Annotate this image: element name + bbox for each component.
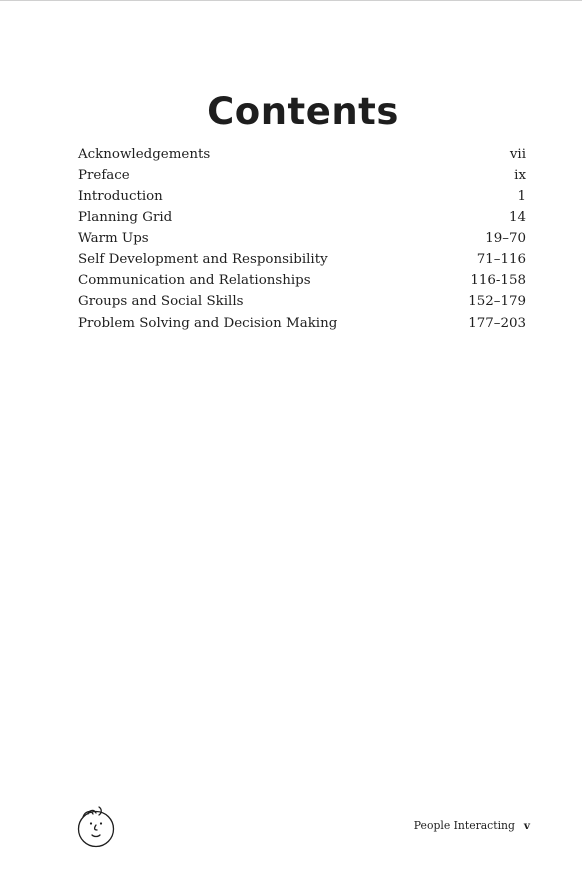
book-title: People Interacting xyxy=(413,819,515,832)
toc-entry-page: 19–70 xyxy=(485,231,526,246)
toc-entry[interactable] xyxy=(78,270,526,291)
toc-entry[interactable] xyxy=(78,313,526,334)
toc-entry[interactable] xyxy=(78,249,526,270)
page-footer xyxy=(414,819,530,832)
page-title: Contents xyxy=(207,90,399,133)
toc-entry-page: 116-158 xyxy=(470,273,526,288)
toc-entry[interactable] xyxy=(78,144,526,165)
toc-entry-label: Self Development and Responsibility xyxy=(78,252,328,267)
toc-entry-label: Problem Solving and Decision Making xyxy=(78,316,338,331)
page-number: v xyxy=(523,820,530,832)
toc-entry[interactable] xyxy=(78,165,526,186)
toc-entry[interactable] xyxy=(78,228,526,249)
toc-entry-label: Groups and Social Skills xyxy=(78,294,244,309)
toc-entry-label: Communication and Relationships xyxy=(78,273,311,288)
toc-entry-page: 152–179 xyxy=(468,294,526,309)
face-doodle-icon xyxy=(77,805,117,849)
toc-entry-page: 177–203 xyxy=(468,316,526,331)
toc-entry-page: 14 xyxy=(508,210,526,225)
toc-entry-page: 1 xyxy=(517,189,526,204)
toc-entry-page: ix xyxy=(514,168,526,183)
toc-entry[interactable] xyxy=(78,186,526,207)
toc-entry[interactable] xyxy=(78,291,526,312)
toc-entry-label: Preface xyxy=(78,168,130,183)
toc-entry[interactable] xyxy=(78,207,526,228)
toc-entry-label: Acknowledgements xyxy=(78,147,211,162)
top-rule xyxy=(0,0,582,1)
toc-entry-page: vii xyxy=(509,147,526,162)
toc-entry-page: 71–116 xyxy=(476,252,526,267)
toc-entry-label: Warm Ups xyxy=(78,231,149,246)
table-of-contents xyxy=(78,144,526,334)
toc-entry-label: Introduction xyxy=(78,189,163,204)
toc-entry-label: Planning Grid xyxy=(78,210,173,225)
